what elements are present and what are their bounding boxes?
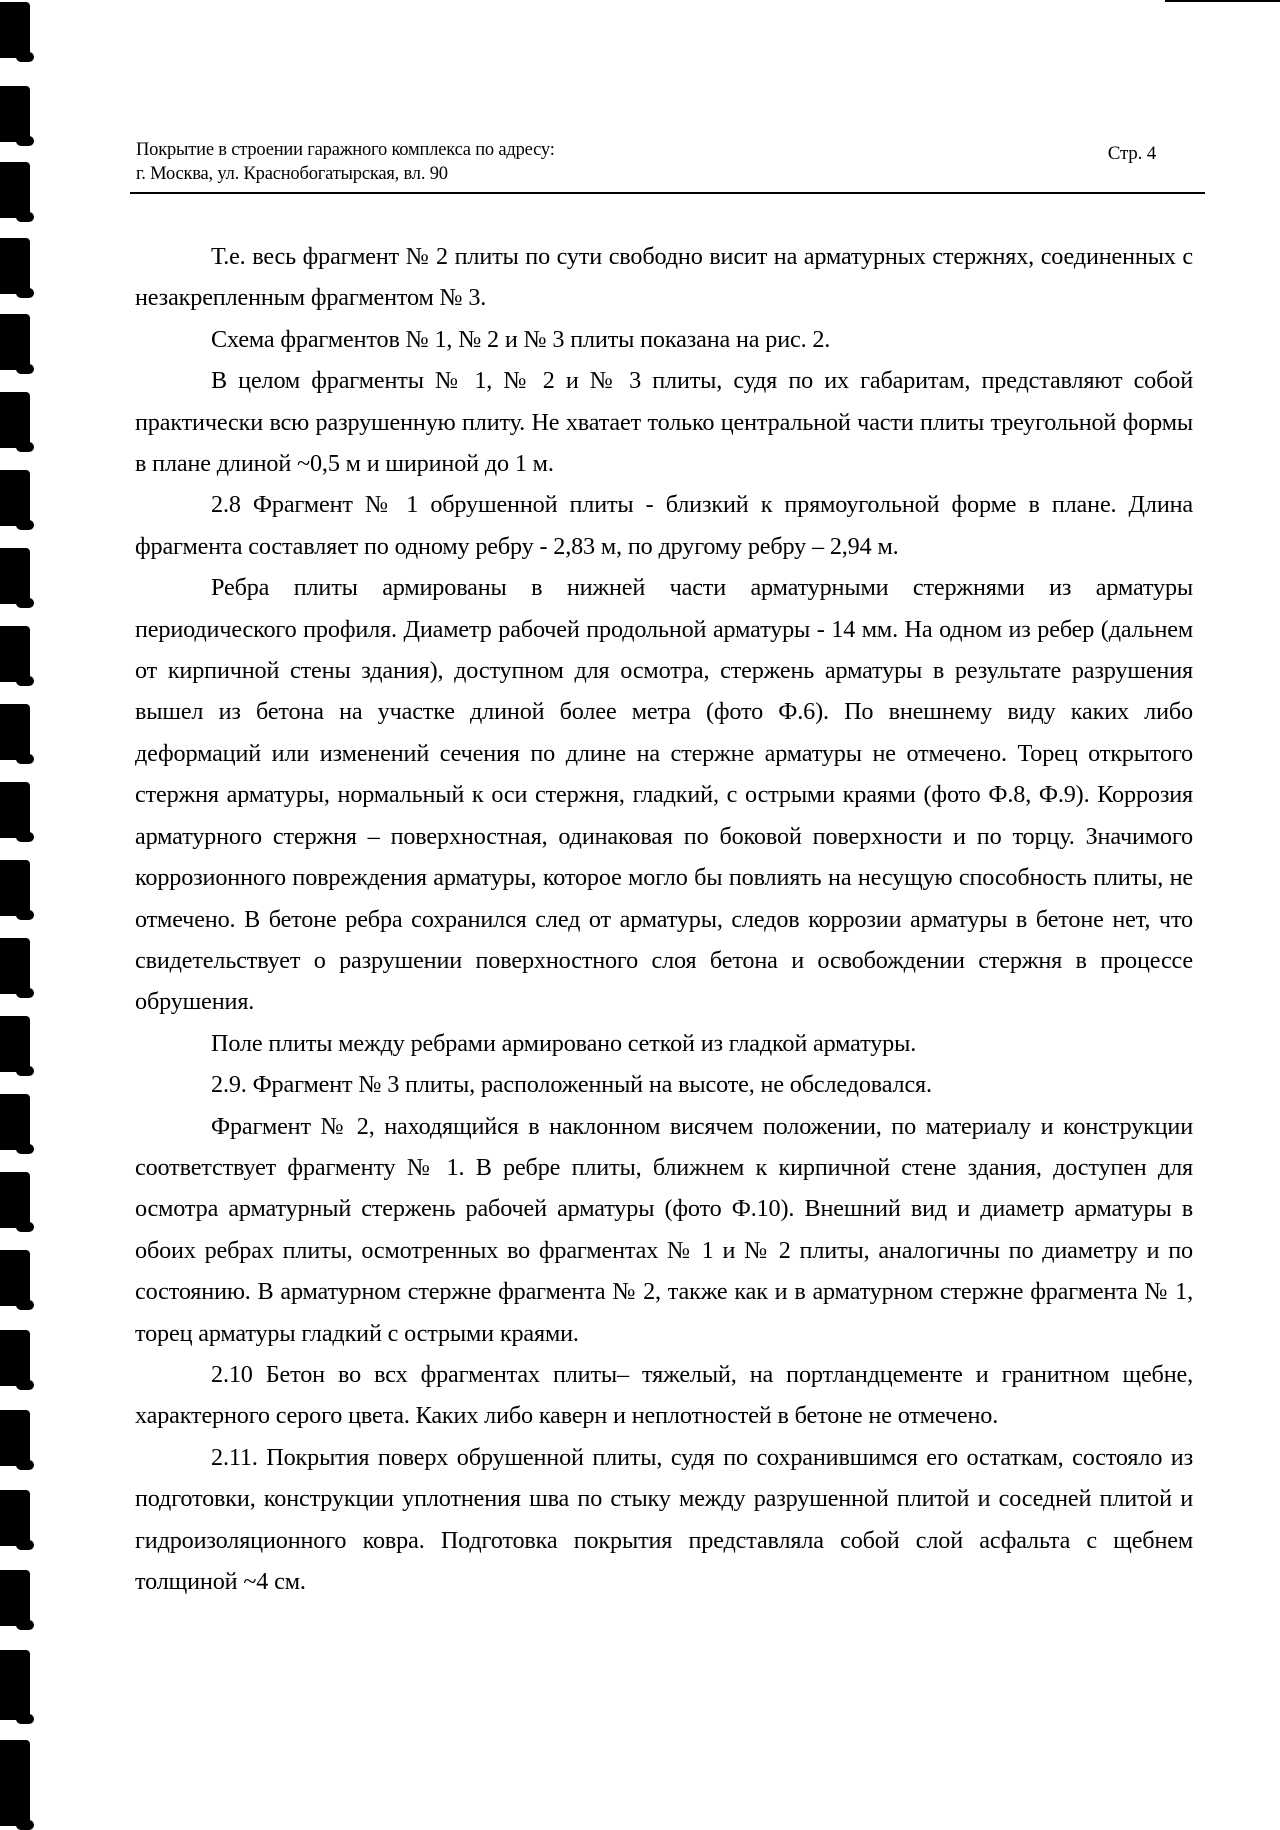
binding-ring <box>0 238 30 294</box>
binding-ring <box>0 1172 30 1228</box>
binding-ring <box>0 1330 30 1386</box>
binding-ring <box>0 1740 30 1826</box>
binding-ring <box>0 1016 30 1072</box>
document-body <box>135 236 1193 1602</box>
page-header <box>136 138 1208 186</box>
binding-ring <box>0 162 30 218</box>
paragraph-section-2-8: 2.8 Фрагмент № 1 обрушенной плиты - близкий к прямоугольной форме в плане. Длина фрагмента составляет по одному ребру - 2,83 м, по другому ребру – 2,94 м. <box>135 491 1193 560</box>
binding-ring <box>0 626 30 682</box>
paragraph-section-2-9: 2.9. Фрагмент № 3 плиты, расположенный на высоте, не обследовался. <box>211 1071 932 1099</box>
paragraph: Схема фрагментов № 1, № 2 и № 3 плиты показана на рис. 2. <box>211 325 831 353</box>
binding-ring <box>0 782 30 838</box>
binding-ring <box>0 86 30 142</box>
binding-ring <box>0 860 30 916</box>
header-title-line1: Покрытие в строении гаражного комплекса по адресу: <box>136 140 555 160</box>
paragraph: Фрагмент № 2, находящийся в наклонном висячем положении, по материалу и конструкции соответствует фрагменту № 1. В ребре плиты, ближнем к кирпичной стене здания, доступен для осмотра арматурный стержень рабочей арматуры (фото Ф.10). Внешний вид и диаметр арматуры в обоих ребрах плиты, осмотренных во фрагментах № 1 и № 2 плиты, аналогичны по диаметру и по состоянию. В арматурном стержне фрагмента № 2, также как и в арматурном стержне фрагмента № 1, торец арматуры гладкий с острыми краями. <box>135 1112 1193 1347</box>
binding-ring <box>0 1570 30 1626</box>
binding-ring <box>0 1250 30 1306</box>
binding-ring <box>0 548 30 604</box>
binding-ring <box>0 704 30 760</box>
paragraph-section-2-11: 2.11. Покрытия поверх обрушенной плиты, судя по сохранившимся его остаткам, состояло из подготовки, конструкции уплотнения шва по стыку между разрушенной плитой и соседней плитой и гидроизоляционного ковра. Подготовка покрытия представляла собой слой асфальта с щебнем толщиной ~4 см. <box>135 1443 1193 1595</box>
spiral-binding <box>0 0 40 1826</box>
paragraph-section-2-10: 2.10 Бетон во всх фрагментах плиты– тяжелый, на портландцементе и гранитном щебне, характерного серого цвета. Каких либо каверн и неплотностей в бетоне не отмечено. <box>135 1360 1193 1430</box>
binding-ring <box>0 938 30 994</box>
binding-ring <box>0 1410 30 1466</box>
paragraph: Поле плиты между ребрами армировано сеткой из гладкой арматуры. <box>211 1029 917 1057</box>
paragraph: Ребра плиты армированы в нижней части арматурными стержнями из арматуры периодического профиля. Диаметр рабочей продольной арматуры - 14 мм. На одном из ребер (дальнем от кирпичной стены здания), доступном для осмотра, стержень арматуры в результате разрушения вышел из бетона на участке длиной более метра (фото Ф.6). По внешнему виду каких либо деформаций или изменений сечения по длине на стержне арматуры не отмечено. Торец открытого стержня арматуры, нормальный к оси стержня, гладкий, с острыми краями (фото Ф.8, Ф.9). Коррозия арматурного стержня – поверхностная, одинаковая по боковой поверхности и по торцу. Значимого коррозионного повреждения арматуры, которое могло бы повлиять на несущую способность плиты, не отмечено. В бетоне ребра сохранился след от арматуры, следов коррозии арматуры в бетоне нет, что свидетельствует о разрушении поверхностного слоя бетона и освобождении стержня в процессе обрушения. <box>135 574 1193 1016</box>
binding-ring <box>0 2 30 58</box>
header-rule <box>130 192 1205 194</box>
binding-ring <box>0 1650 30 1720</box>
page-edge-line <box>1165 0 1280 2</box>
binding-ring <box>0 470 30 526</box>
binding-ring <box>0 1094 30 1150</box>
page-number: Стр. 4 <box>1107 143 1156 164</box>
header-title-line2: г. Москва, ул. Краснобогатырская, вл. 90 <box>136 164 448 184</box>
binding-ring <box>0 1490 30 1546</box>
paragraph: Т.е. весь фрагмент № 2 плиты по сути свободно висит на арматурных стержнях, соединенных с незакрепленным фрагментом № 3. <box>135 243 1193 312</box>
binding-ring <box>0 392 30 448</box>
binding-ring <box>0 314 30 370</box>
paragraph: В целом фрагменты № 1, № 2 и № 3 плиты, судя по их габаритам, представляют собой практически всю разрушенную плиту. Не хватает только центральной части плиты треугольной формы в плане длиной ~0,5 м и шириной до 1 м. <box>135 367 1193 478</box>
